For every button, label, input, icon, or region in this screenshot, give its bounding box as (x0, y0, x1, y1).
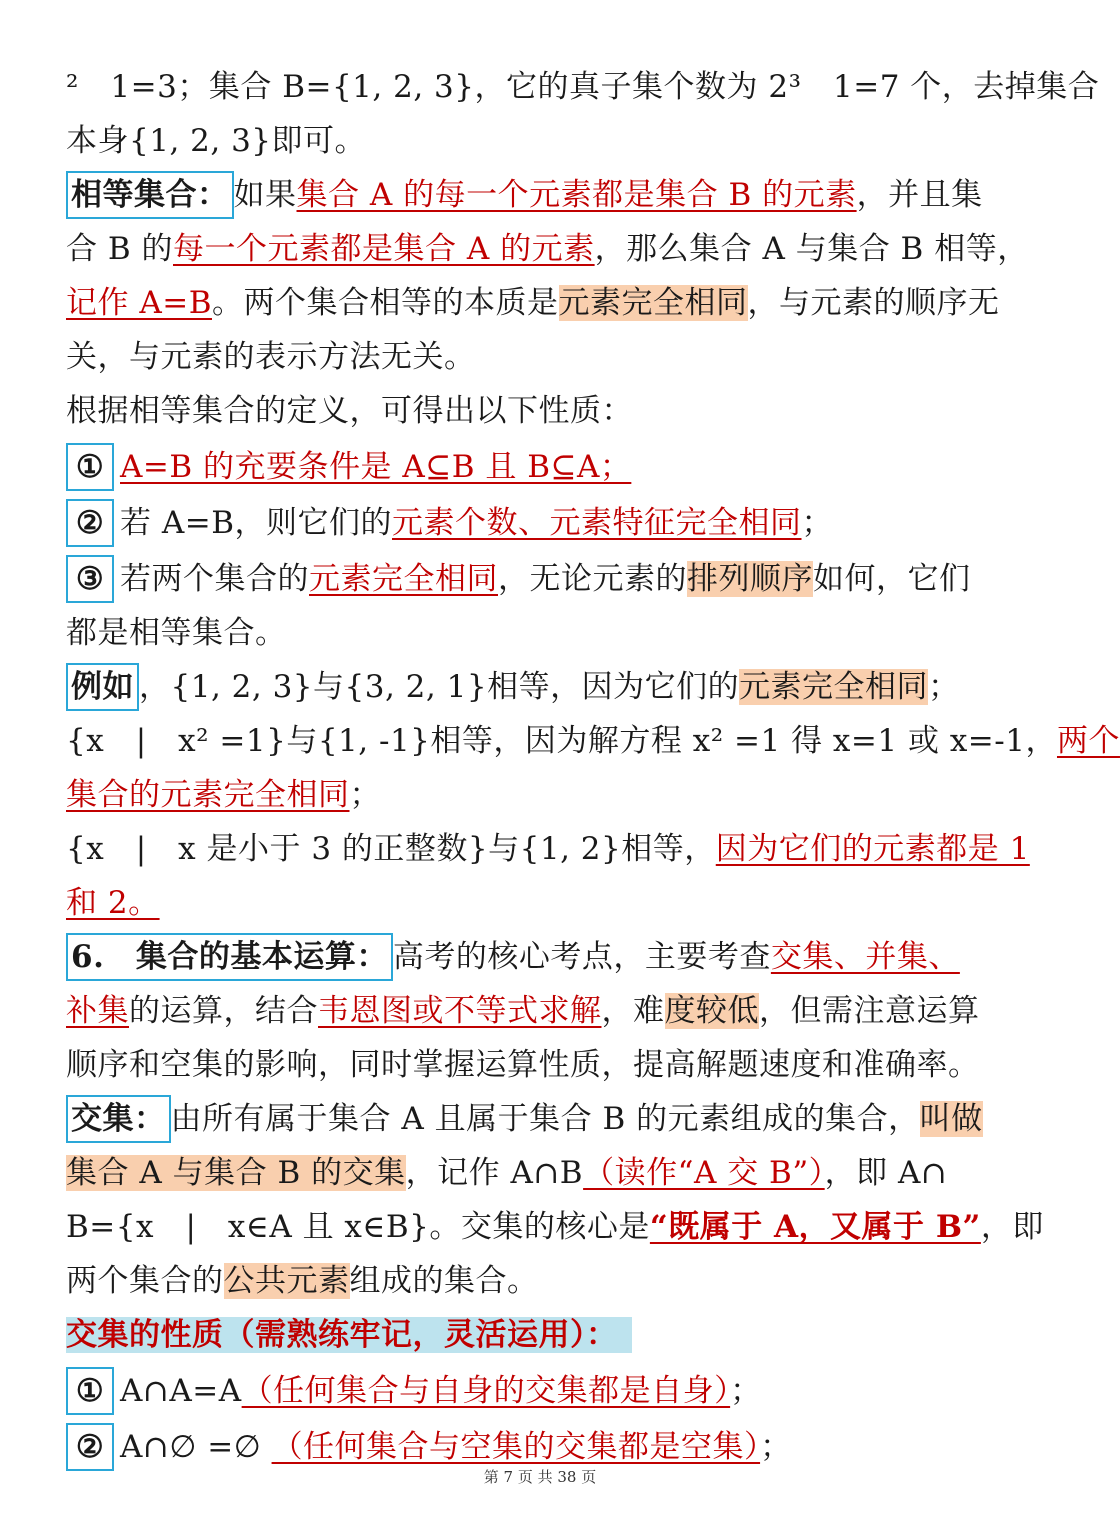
key-phrase: 元素个数、元素特征完全相同 (392, 505, 802, 541)
text: 本身{1, 2, 3}即可。 (66, 123, 367, 159)
key-phrase: 元素完全相同 (309, 561, 498, 597)
text: 关，与元素的表示方法无关。 (66, 339, 476, 375)
text: 顺序和空集的影响，同时掌握运算性质，提高解题速度和准确率。 (66, 1047, 980, 1083)
key-phrase: （任何集合与空集的交集都是空集） (271, 1429, 761, 1465)
equal-set-heading: 相等集合： (66, 171, 234, 219)
text-line-4 (66, 222, 1029, 276)
text: ； (801, 505, 833, 541)
text: 如何，它们 (813, 561, 971, 597)
text: ，即 (980, 1209, 1044, 1245)
text-line-6 (66, 330, 1016, 384)
key-phrase: （读作“A 交 B”） (583, 1155, 825, 1191)
highlighted-phrase: 元素完全相同 (558, 285, 748, 321)
intersection-line-3 (66, 1200, 1044, 1254)
text: ，那么集合 A 与集合 B 相等， (594, 231, 1029, 267)
text: ，无论元素的 (498, 561, 687, 597)
text: B={x | x∈A 且 x∈B}。交集的核心是 (66, 1209, 650, 1245)
section-6-line-2 (66, 984, 1016, 1038)
text: 都是相等集合。 (66, 615, 287, 651)
text-line-1 (66, 60, 1100, 114)
property-number: ② (66, 499, 114, 547)
property-1 (66, 440, 1016, 494)
text: 由所有属于集合 A 且属于集合 B 的元素组成的集合， (170, 1101, 920, 1137)
text-line-11 (66, 606, 1016, 660)
text: 。两个集合相等的本质是 (212, 285, 559, 321)
property-number: ② (66, 1423, 114, 1471)
key-phrase: 记作 A=B (66, 285, 212, 321)
key-phrase: 集合 A 的每一个元素都是集合 B 的元素 (296, 177, 857, 213)
example-line-1 (66, 660, 1016, 714)
property-number: ① (66, 443, 114, 491)
key-phrase: 因为它们的元素都是 1 (715, 831, 1030, 867)
text: ，即 A∩ (824, 1155, 948, 1191)
intersection-line-4 (66, 1254, 1016, 1308)
text: 组成的集合。 (349, 1263, 539, 1299)
text: {x | x² =1}与{1, -1}相等，因为解方程 x² =1 得 x=1 或 x=-1， (66, 723, 1057, 759)
key-phrase: “既属于 A，又属于 B” (649, 1209, 981, 1245)
key-phrase: 集合的元素完全相同 (66, 777, 350, 813)
text: 高考的核心考点，主要考查 (392, 939, 771, 975)
text: {x | x 是小于 3 的正整数}与{1, 2}相等， (66, 831, 716, 867)
highlighted-phrase: 叫做 (919, 1101, 983, 1137)
text-line-2 (66, 114, 1016, 168)
example-line-4 (66, 822, 1030, 876)
text-line-7 (66, 384, 1016, 438)
property-number: ① (66, 1367, 114, 1415)
formula: A∩∅ =∅ (120, 1429, 272, 1465)
text: ，但需注意运算 (759, 993, 980, 1029)
key-phrase: 韦恩图或不等式求解 (318, 993, 602, 1029)
key-phrase: 补集 (66, 993, 129, 1029)
highlighted-phrase: 元素完全相同 (739, 669, 929, 705)
text: ； (349, 777, 381, 813)
text: ； (928, 669, 960, 705)
intersection-line-1 (66, 1092, 1016, 1146)
intersection-property-1 (66, 1364, 1016, 1418)
key-phrase: （任何集合与自身的交集都是自身） (241, 1373, 731, 1409)
page-body (66, 60, 1120, 1474)
highlighted-phrase: 度较低 (664, 993, 759, 1029)
property-3 (66, 552, 1016, 606)
text: ，并且集 (856, 177, 983, 213)
page-footer: 第 7 页 共 38 页 (483, 1468, 597, 1486)
section-6-line-3 (66, 1038, 1016, 1092)
text: ，{1, 2, 3}与{3, 2, 1}相等，因为它们的 (139, 669, 740, 705)
text: ； (730, 1373, 762, 1409)
text: 合 B 的 (66, 231, 173, 267)
property-2 (66, 496, 1016, 550)
example-line-2 (66, 714, 1120, 768)
text: 的运算，结合 (129, 993, 318, 1029)
intersection-heading: 交集： (66, 1095, 171, 1143)
property-number: ③ (66, 555, 114, 603)
formula: A∩A=A (120, 1373, 242, 1409)
key-phrase: 每一个元素都是集合 A 的元素 (173, 231, 595, 267)
highlighted-phrase: 公共元素 (223, 1263, 350, 1299)
text: 两个集合的 (66, 1263, 224, 1299)
example-heading: 例如 (66, 663, 139, 711)
text: 若两个集合的 (120, 561, 309, 597)
key-phrase: 两个 (1056, 723, 1120, 759)
properties-heading: 交集的性质（需熟练牢记，灵活运用）： (66, 1317, 632, 1353)
text: 若 A=B，则它们的 (120, 505, 392, 541)
key-phrase: 和 2。 (66, 885, 160, 921)
key-phrase: 交集、并集、 (770, 939, 960, 975)
text: 如果 (233, 177, 297, 213)
section-6-line-1 (66, 930, 1016, 984)
text: ，难 (601, 993, 665, 1029)
text: ，记作 A∩B (405, 1155, 584, 1191)
key-phrase: A=B 的充要条件是 A⊆B 且 B⊆A； (120, 449, 632, 485)
highlighted-phrase: 排列顺序 (687, 561, 813, 597)
example-line-3 (66, 768, 1016, 822)
text: ² 1=3；集合 B={1, 2, 3}，它的真子集个数为 2³ 1=7 个，去掉集合 (66, 69, 1100, 105)
intersection-properties-heading (66, 1308, 1016, 1362)
text-line-5 (66, 276, 1016, 330)
example-line-5 (66, 876, 1016, 930)
highlighted-phrase: 集合 A 与集合 B 的交集 (66, 1155, 406, 1191)
text: ，与元素的顺序无 (747, 285, 1000, 321)
intersection-line-2 (66, 1146, 1016, 1200)
text: ； (760, 1429, 792, 1465)
section-heading: 6. 集合的基本运算： (66, 933, 393, 981)
text: 根据相等集合的定义，可得出以下性质： (66, 393, 633, 429)
equal-set-definition-line (66, 168, 1016, 222)
